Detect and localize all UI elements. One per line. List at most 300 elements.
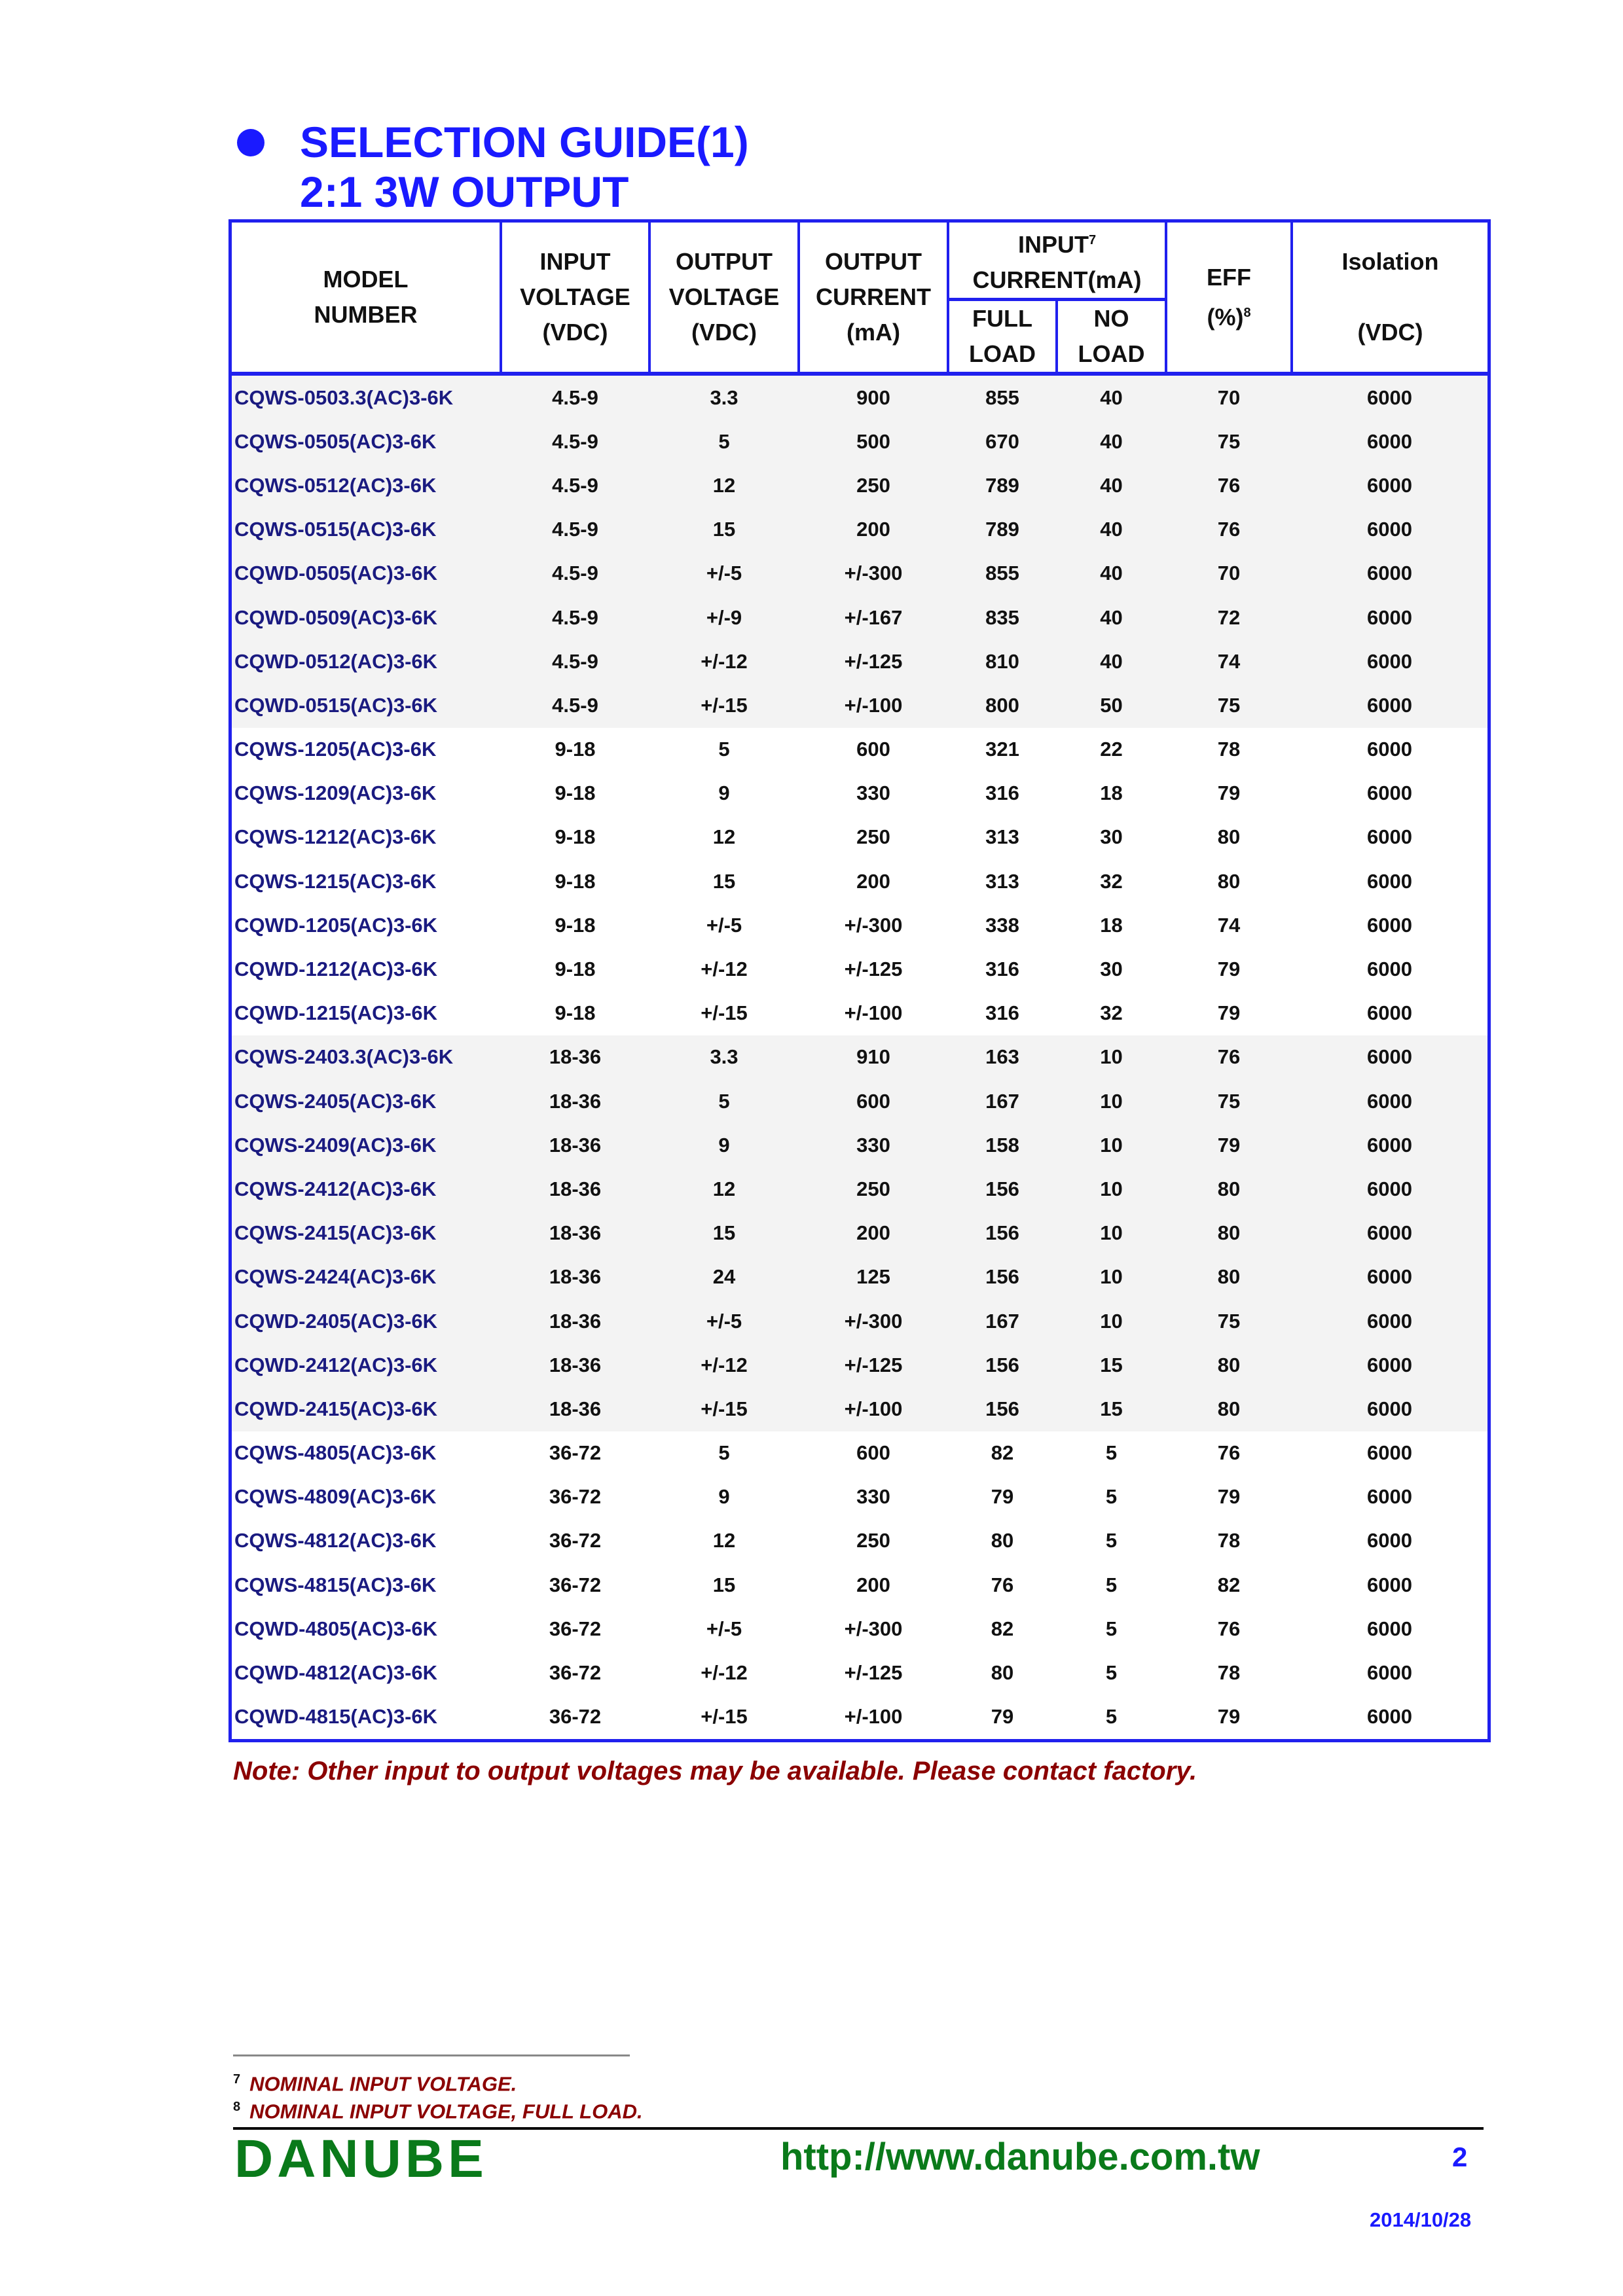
cell-full-load-current: 167 <box>948 1299 1057 1343</box>
cell-input-voltage: 4.5-9 <box>501 683 649 727</box>
cell-no-load-current: 10 <box>1057 1299 1166 1343</box>
cell-isolation: 6000 <box>1367 1485 1412 1509</box>
cell-efficiency: 76 <box>1166 463 1292 507</box>
cell-efficiency: 82 <box>1217 1573 1241 1596</box>
cell-isolation: 6000 <box>1367 869 1412 893</box>
cell-full-load-current: 313 <box>985 869 1019 893</box>
cell-output-current: 500 <box>799 420 948 463</box>
cell-output-voltage: +/-15 <box>701 1705 748 1729</box>
cell-input-voltage: 36-72 <box>549 1441 602 1465</box>
bullet-icon <box>237 129 264 156</box>
cell-full-load-current: 338 <box>985 913 1019 937</box>
cell-output-voltage: +/-15 <box>649 1387 799 1431</box>
cell-output-voltage: 9 <box>718 781 730 805</box>
cell-output-current: 330 <box>856 1485 890 1509</box>
cell-no-load-current: 10 <box>1057 1167 1166 1211</box>
cell-efficiency: 76 <box>1217 1617 1241 1640</box>
cell-full-load-current: 316 <box>985 958 1019 981</box>
section-title: SELECTION GUIDE(1) <box>300 118 749 166</box>
header-input-current: INPUT$^7$ CURRENT(mA) <box>948 223 1166 300</box>
cell-input-voltage: 18-36 <box>501 1255 649 1299</box>
cell-isolation: 6000 <box>1367 1529 1412 1552</box>
cell-output-voltage: 15 <box>649 508 799 552</box>
cell-model-number: CQWS-0505(AC)3-6K <box>232 420 501 463</box>
table-row <box>232 1387 1487 1431</box>
cell-model-number: CQWD-0515(AC)3-6K <box>232 683 501 727</box>
table-row <box>232 374 1487 420</box>
table-row <box>232 552 1487 596</box>
cell-isolation: 6000 <box>1292 463 1487 507</box>
cell-output-voltage: +/-12 <box>649 1343 799 1387</box>
cell-no-load-current: 10 <box>1057 1123 1166 1167</box>
cell-no-load-current: 40 <box>1057 508 1166 552</box>
cell-output-current: +/-125 <box>844 1661 903 1685</box>
cell-output-voltage: 5 <box>649 420 799 463</box>
cell-output-voltage: +/-12 <box>649 639 799 683</box>
cell-output-current: +/-125 <box>844 958 903 981</box>
cell-no-load-current: 32 <box>1100 869 1123 893</box>
cell-model-number: CQWS-1212(AC)3-6K <box>234 825 437 849</box>
cell-output-current: 200 <box>856 869 890 893</box>
cell-isolation: 6000 <box>1292 639 1487 683</box>
cell-full-load-current: 82 <box>991 1441 1014 1465</box>
cell-output-voltage: 12 <box>712 825 736 849</box>
cell-model-number: CQWD-4815(AC)3-6K <box>234 1705 438 1729</box>
cell-output-voltage: +/-15 <box>701 1001 748 1025</box>
cell-efficiency: 80 <box>1166 1167 1292 1211</box>
table-row <box>232 816 1487 859</box>
cell-output-voltage: +/-5 <box>706 1617 742 1640</box>
table-row <box>232 1343 1487 1387</box>
cell-input-voltage: 18-36 <box>501 1079 649 1123</box>
cell-isolation: 6000 <box>1292 1343 1487 1387</box>
cell-no-load-current: 18 <box>1100 781 1123 805</box>
cell-full-load-current: 321 <box>985 738 1019 761</box>
cell-model-number: CQWS-0515(AC)3-6K <box>232 508 501 552</box>
cell-input-voltage: 4.5-9 <box>501 420 649 463</box>
cell-output-current: 900 <box>799 374 948 420</box>
cell-isolation: 6000 <box>1367 781 1412 805</box>
table-row <box>232 683 1487 727</box>
cell-output-current: +/-300 <box>844 913 903 937</box>
cell-model-number: CQWS-1209(AC)3-6K <box>234 781 437 805</box>
cell-efficiency: 76 <box>1166 508 1292 552</box>
cell-efficiency: 75 <box>1166 683 1292 727</box>
website-link[interactable]: http://www.danube.com.tw <box>780 2136 1260 2178</box>
cell-output-voltage: 12 <box>712 1529 736 1552</box>
cell-output-current: +/-167 <box>799 596 948 639</box>
table-row <box>232 1475 1487 1519</box>
cell-output-voltage: +/-5 <box>649 552 799 596</box>
table-row <box>232 1255 1487 1299</box>
cell-output-current: 250 <box>856 1529 890 1552</box>
cell-isolation: 6000 <box>1292 1387 1487 1431</box>
cell-input-voltage: 18-36 <box>501 1123 649 1167</box>
cell-input-voltage: 9-18 <box>555 913 596 937</box>
cell-isolation: 6000 <box>1292 1079 1487 1123</box>
cell-input-voltage: 36-72 <box>549 1529 602 1552</box>
cell-output-current: +/-125 <box>799 1343 948 1387</box>
cell-isolation: 6000 <box>1292 596 1487 639</box>
header-output-voltage: OUTPUT VOLTAGE (VDC) <box>649 223 799 374</box>
cell-full-load-current: 835 <box>948 596 1057 639</box>
cell-efficiency: 79 <box>1217 958 1241 981</box>
cell-efficiency: 79 <box>1217 1001 1241 1025</box>
cell-full-load-current: 79 <box>991 1705 1014 1729</box>
cell-full-load-current: 316 <box>985 781 1019 805</box>
cell-model-number: CQWS-4812(AC)3-6K <box>234 1529 437 1552</box>
table-row <box>232 1123 1487 1167</box>
cell-no-load-current: 5 <box>1105 1573 1118 1596</box>
cell-model-number: CQWD-2405(AC)3-6K <box>232 1299 501 1343</box>
cell-no-load-current: 40 <box>1057 639 1166 683</box>
table-row <box>232 1695 1487 1739</box>
cell-output-voltage: 12 <box>649 1167 799 1211</box>
cell-output-current: 250 <box>799 1167 948 1211</box>
cell-input-voltage: 4.5-9 <box>501 463 649 507</box>
cell-efficiency: 78 <box>1217 1529 1241 1552</box>
cell-model-number: CQWD-1205(AC)3-6K <box>234 913 438 937</box>
cell-model-number: CQWD-4812(AC)3-6K <box>234 1661 438 1685</box>
cell-output-current: +/-100 <box>799 1387 948 1431</box>
cell-input-voltage: 18-36 <box>501 1387 649 1431</box>
cell-isolation: 6000 <box>1292 1255 1487 1299</box>
cell-full-load-current: 80 <box>991 1529 1014 1552</box>
cell-input-voltage: 4.5-9 <box>501 508 649 552</box>
cell-full-load-current: 316 <box>985 1001 1019 1025</box>
cell-isolation: 6000 <box>1292 1211 1487 1255</box>
cell-output-current: 600 <box>856 1441 890 1465</box>
cell-output-voltage: 24 <box>649 1255 799 1299</box>
cell-full-load-current: 156 <box>948 1343 1057 1387</box>
cell-no-load-current: 18 <box>1100 913 1123 937</box>
cell-no-load-current: 22 <box>1100 738 1123 761</box>
cell-output-current: +/-300 <box>799 552 948 596</box>
cell-isolation: 6000 <box>1367 1573 1412 1596</box>
cell-full-load-current: 158 <box>948 1123 1057 1167</box>
table-row <box>232 728 1487 772</box>
selection-guide-table <box>228 219 1491 1742</box>
cell-model-number: CQWS-1205(AC)3-6K <box>234 738 437 761</box>
cell-input-voltage: 18-36 <box>501 1211 649 1255</box>
header-output-current: OUTPUT CURRENT (mA) <box>799 223 948 374</box>
cell-input-voltage: 36-72 <box>549 1573 602 1596</box>
cell-full-load-current: 313 <box>985 825 1019 849</box>
table-row <box>232 1299 1487 1343</box>
cell-model-number: CQWS-2412(AC)3-6K <box>232 1167 501 1211</box>
cell-input-voltage: 9-18 <box>555 958 596 981</box>
cell-input-voltage: 9-18 <box>555 869 596 893</box>
cell-input-voltage: 36-72 <box>549 1485 602 1509</box>
cell-efficiency: 80 <box>1166 1343 1292 1387</box>
cell-output-voltage: +/-5 <box>649 1299 799 1343</box>
cell-efficiency: 79 <box>1217 1485 1241 1509</box>
table-row <box>232 1607 1487 1651</box>
cell-efficiency: 76 <box>1217 1441 1241 1465</box>
cell-input-voltage: 36-72 <box>549 1661 602 1685</box>
cell-output-voltage: 3.3 <box>649 374 799 420</box>
cell-isolation: 6000 <box>1367 738 1412 761</box>
cell-no-load-current: 10 <box>1057 1211 1166 1255</box>
cell-efficiency: 75 <box>1166 1079 1292 1123</box>
cell-output-current: 330 <box>799 1123 948 1167</box>
table-row <box>232 1519 1487 1563</box>
table-row <box>232 463 1487 507</box>
cell-output-current: +/-100 <box>799 683 948 727</box>
table-row <box>232 420 1487 463</box>
cell-model-number: CQWS-0512(AC)3-6K <box>232 463 501 507</box>
cell-input-voltage: 18-36 <box>501 1343 649 1387</box>
cell-model-number: CQWS-2424(AC)3-6K <box>232 1255 501 1299</box>
cell-efficiency: 70 <box>1166 552 1292 596</box>
footnote-divider <box>233 2054 630 2056</box>
footnote-7: $^7$ NOMINAL INPUT VOLTAGE. <box>233 2072 517 2096</box>
cell-no-load-current: 10 <box>1057 1255 1166 1299</box>
cell-efficiency: 72 <box>1166 596 1292 639</box>
cell-output-current: 910 <box>799 1035 948 1079</box>
cell-output-voltage: 9 <box>718 1485 730 1509</box>
cell-no-load-current: 32 <box>1100 1001 1123 1025</box>
table-row <box>232 508 1487 552</box>
cell-output-voltage: 15 <box>712 869 736 893</box>
cell-no-load-current: 40 <box>1057 463 1166 507</box>
cell-output-voltage: 5 <box>649 1079 799 1123</box>
cell-no-load-current: 5 <box>1105 1705 1118 1729</box>
cell-output-voltage: 12 <box>649 463 799 507</box>
cell-input-voltage: 18-36 <box>501 1167 649 1211</box>
cell-model-number: CQWD-1212(AC)3-6K <box>234 958 438 981</box>
cell-no-load-current: 40 <box>1057 596 1166 639</box>
cell-input-voltage: 4.5-9 <box>501 374 649 420</box>
cell-isolation: 6000 <box>1367 958 1412 981</box>
cell-input-voltage: 18-36 <box>501 1035 649 1079</box>
cell-efficiency: 80 <box>1166 1255 1292 1299</box>
header-isolation: Isolation (VDC) <box>1292 223 1487 374</box>
section-subtitle: 2:1 3W OUTPUT <box>300 168 629 216</box>
cell-efficiency: 80 <box>1166 1211 1292 1255</box>
table-row <box>232 1035 1487 1079</box>
cell-input-voltage: 9-18 <box>555 825 596 849</box>
cell-efficiency: 75 <box>1166 420 1292 463</box>
cell-output-current: 125 <box>799 1255 948 1299</box>
cell-efficiency: 80 <box>1217 825 1241 849</box>
cell-no-load-current: 5 <box>1105 1529 1118 1552</box>
cell-isolation: 6000 <box>1292 1123 1487 1167</box>
cell-full-load-current: 82 <box>991 1617 1014 1640</box>
cell-model-number: CQWS-4809(AC)3-6K <box>234 1485 437 1509</box>
cell-isolation: 6000 <box>1367 825 1412 849</box>
cell-output-current: +/-300 <box>844 1617 903 1640</box>
table-row <box>232 1167 1487 1211</box>
note-text: Note: Other input to output voltages may be available. Please contact factory. <box>233 1757 1197 1785</box>
table-row <box>232 596 1487 639</box>
cell-no-load-current: 15 <box>1057 1387 1166 1431</box>
cell-output-voltage: 5 <box>718 1441 730 1465</box>
cell-no-load-current: 5 <box>1105 1485 1118 1509</box>
cell-full-load-current: 810 <box>948 639 1057 683</box>
cell-no-load-current: 5 <box>1105 1617 1118 1640</box>
cell-no-load-current: 30 <box>1100 958 1123 981</box>
cell-model-number: CQWD-4805(AC)3-6K <box>234 1617 438 1640</box>
table-row <box>232 1563 1487 1607</box>
cell-no-load-current: 15 <box>1057 1343 1166 1387</box>
cell-full-load-current: 670 <box>948 420 1057 463</box>
cell-input-voltage: 4.5-9 <box>501 596 649 639</box>
cell-output-voltage: 9 <box>649 1123 799 1167</box>
cell-isolation: 6000 <box>1292 1035 1487 1079</box>
cell-no-load-current: 40 <box>1057 374 1166 420</box>
cell-model-number: CQWD-0509(AC)3-6K <box>232 596 501 639</box>
cell-output-voltage: +/-12 <box>701 1661 748 1685</box>
cell-model-number: CQWD-2412(AC)3-6K <box>232 1343 501 1387</box>
cell-model-number: CQWS-1215(AC)3-6K <box>234 869 437 893</box>
cell-output-voltage: 3.3 <box>649 1035 799 1079</box>
header-model-number: MODEL NUMBER <box>314 266 418 328</box>
cell-model-number: CQWS-2405(AC)3-6K <box>232 1079 501 1123</box>
cell-input-voltage: 9-18 <box>555 1001 596 1025</box>
cell-efficiency: 78 <box>1217 738 1241 761</box>
cell-efficiency: 80 <box>1166 1387 1292 1431</box>
cell-full-load-current: 855 <box>948 374 1057 420</box>
document-date: 2014/10/28 <box>1370 2208 1472 2231</box>
cell-full-load-current: 76 <box>991 1573 1014 1596</box>
cell-input-voltage: 9-18 <box>555 738 596 761</box>
cell-input-voltage: 36-72 <box>549 1705 602 1729</box>
cell-isolation: 6000 <box>1292 1167 1487 1211</box>
footnote-8: $^8$ NOMINAL INPUT VOLTAGE, FULL LOAD. <box>233 2100 643 2123</box>
table-row <box>232 1211 1487 1255</box>
cell-no-load-current: 10 <box>1057 1079 1166 1123</box>
cell-efficiency: 75 <box>1166 1299 1292 1343</box>
cell-model-number: CQWD-2415(AC)3-6K <box>232 1387 501 1431</box>
cell-output-voltage: +/-15 <box>649 683 799 727</box>
cell-efficiency: 80 <box>1217 869 1241 893</box>
cell-full-load-current: 80 <box>991 1661 1014 1685</box>
cell-isolation: 6000 <box>1367 913 1412 937</box>
cell-output-current: 250 <box>799 463 948 507</box>
cell-input-voltage: 4.5-9 <box>501 552 649 596</box>
cell-isolation: 6000 <box>1292 374 1487 420</box>
cell-no-load-current: 50 <box>1057 683 1166 727</box>
table-row <box>232 992 1487 1035</box>
cell-output-current: +/-100 <box>844 1001 903 1025</box>
cell-isolation: 6000 <box>1292 683 1487 727</box>
cell-no-load-current: 5 <box>1105 1441 1118 1465</box>
cell-output-current: 600 <box>799 1079 948 1123</box>
cell-output-voltage: +/-12 <box>701 958 748 981</box>
cell-model-number: CQWS-2415(AC)3-6K <box>232 1211 501 1255</box>
cell-model-number: CQWD-0505(AC)3-6K <box>232 552 501 596</box>
cell-efficiency: 74 <box>1217 913 1241 937</box>
cell-model-number: CQWD-1215(AC)3-6K <box>234 1001 438 1025</box>
cell-isolation: 6000 <box>1292 552 1487 596</box>
cell-full-load-current: 163 <box>948 1035 1057 1079</box>
cell-full-load-current: 855 <box>948 552 1057 596</box>
cell-output-current: +/-100 <box>844 1705 903 1729</box>
danube-logo: DANUBE <box>234 2129 488 2189</box>
table-row <box>232 1431 1487 1475</box>
cell-model-number: CQWS-2403.3(AC)3-6K <box>232 1035 501 1079</box>
header-full-load: FULL LOAD <box>948 300 1057 374</box>
cell-model-number: CQWS-2409(AC)3-6K <box>232 1123 501 1167</box>
table-row <box>232 1651 1487 1695</box>
cell-output-voltage: 15 <box>712 1573 736 1596</box>
cell-output-current: +/-300 <box>799 1299 948 1343</box>
table-row <box>232 1079 1487 1123</box>
cell-input-voltage: 9-18 <box>555 781 596 805</box>
header-no-load: NO LOAD <box>1057 300 1166 374</box>
page-number: 2 <box>1452 2142 1468 2172</box>
cell-full-load-current: 79 <box>991 1485 1014 1509</box>
cell-output-current: 200 <box>856 1573 890 1596</box>
cell-efficiency: 79 <box>1217 1705 1241 1729</box>
cell-efficiency: 70 <box>1166 374 1292 420</box>
table-row <box>232 639 1487 683</box>
cell-efficiency: 76 <box>1166 1035 1292 1079</box>
cell-efficiency: 74 <box>1166 639 1292 683</box>
cell-isolation: 6000 <box>1292 420 1487 463</box>
cell-full-load-current: 156 <box>948 1255 1057 1299</box>
cell-model-number: CQWS-4805(AC)3-6K <box>234 1441 437 1465</box>
cell-input-voltage: 18-36 <box>501 1299 649 1343</box>
cell-no-load-current: 5 <box>1105 1661 1118 1685</box>
cell-output-current: +/-125 <box>799 639 948 683</box>
cell-isolation: 6000 <box>1292 508 1487 552</box>
cell-efficiency: 79 <box>1217 781 1241 805</box>
cell-output-current: 200 <box>799 1211 948 1255</box>
cell-no-load-current: 10 <box>1057 1035 1166 1079</box>
cell-isolation: 6000 <box>1367 1001 1412 1025</box>
cell-model-number: CQWS-4815(AC)3-6K <box>234 1573 437 1596</box>
cell-efficiency: 78 <box>1217 1661 1241 1685</box>
cell-output-voltage: +/-9 <box>649 596 799 639</box>
cell-full-load-current: 789 <box>948 508 1057 552</box>
table-row <box>232 859 1487 903</box>
table-row <box>232 947 1487 991</box>
cell-isolation: 6000 <box>1292 1299 1487 1343</box>
cell-no-load-current: 40 <box>1057 552 1166 596</box>
cell-efficiency: 79 <box>1166 1123 1292 1167</box>
header-input-voltage: INPUT VOLTAGE (VDC) <box>501 223 649 374</box>
cell-full-load-current: 156 <box>948 1387 1057 1431</box>
cell-no-load-current: 40 <box>1057 420 1166 463</box>
cell-output-current: 330 <box>856 781 890 805</box>
cell-full-load-current: 156 <box>948 1211 1057 1255</box>
cell-output-current: 250 <box>856 825 890 849</box>
header-efficiency: EFF (%)$^8$ <box>1166 223 1292 374</box>
cell-full-load-current: 789 <box>948 463 1057 507</box>
cell-isolation: 6000 <box>1367 1661 1412 1685</box>
cell-input-voltage: 4.5-9 <box>501 639 649 683</box>
cell-output-voltage: 5 <box>718 738 730 761</box>
cell-isolation: 6000 <box>1367 1441 1412 1465</box>
cell-output-voltage: 15 <box>649 1211 799 1255</box>
cell-isolation: 6000 <box>1367 1617 1412 1640</box>
cell-isolation: 6000 <box>1367 1705 1412 1729</box>
cell-output-voltage: +/-5 <box>706 913 742 937</box>
table-row <box>232 903 1487 947</box>
cell-no-load-current: 30 <box>1100 825 1123 849</box>
cell-input-voltage: 36-72 <box>549 1617 602 1640</box>
cell-model-number: CQWS-0503.3(AC)3-6K <box>232 374 501 420</box>
cell-full-load-current: 167 <box>948 1079 1057 1123</box>
cell-model-number: CQWD-0512(AC)3-6K <box>232 639 501 683</box>
cell-full-load-current: 800 <box>948 683 1057 727</box>
cell-full-load-current: 156 <box>948 1167 1057 1211</box>
cell-output-current: 600 <box>856 738 890 761</box>
table-row <box>232 772 1487 816</box>
cell-output-current: 200 <box>799 508 948 552</box>
